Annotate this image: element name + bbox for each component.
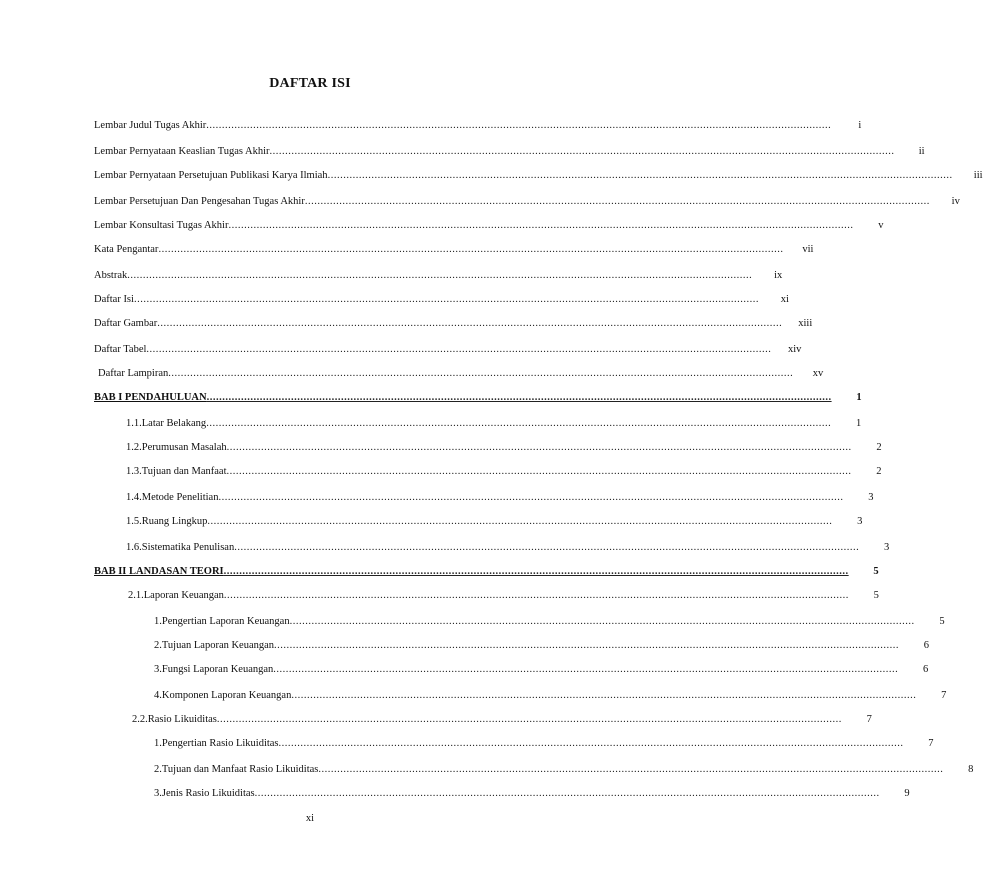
- toc-entry: [94, 168, 983, 184]
- toc-leader-dots: ........................................................................................................................................................................................................: [206, 418, 832, 429]
- toc-entry: [94, 242, 814, 258]
- toc-entry-label: Kata Pengantar: [94, 244, 159, 255]
- toc-entry-label: Lembar Pernyataan Persetujuan Publikasi Karya Ilmiah: [94, 170, 328, 181]
- toc-entry: [94, 268, 783, 284]
- toc-leader-dots: ........................................................................................................................................................................................................: [318, 764, 944, 775]
- toc-entry: [94, 342, 802, 358]
- toc-leader-dots: ........................................................................................................................................................................................................: [158, 244, 784, 255]
- toc-entry: [94, 144, 925, 160]
- toc-entry: [98, 366, 824, 382]
- toc-entry: [126, 416, 862, 432]
- toc-entry-label: 1.5.Ruang Lingkup: [126, 516, 208, 527]
- toc-entry: [126, 490, 874, 506]
- toc-entry-page: xi: [780, 294, 789, 305]
- page-title: DAFTAR ISI: [269, 76, 351, 91]
- toc-entry-page: iv: [951, 196, 960, 207]
- toc-leader-dots: ........................................................................................................................................................................................................: [269, 146, 895, 157]
- toc-entry-page: 5: [873, 566, 879, 577]
- toc-leader-dots: ........................................................................................................................................................................................................: [207, 516, 833, 527]
- toc-entry: [126, 514, 863, 530]
- toc-entry-page: 5: [873, 590, 879, 601]
- toc-entry-label: Daftar Gambar: [94, 318, 158, 329]
- toc-entry: [132, 712, 872, 728]
- toc-entry-label: 2.2.Rasio Likuiditas: [132, 714, 217, 725]
- toc-entry-page: 3: [883, 542, 890, 553]
- toc-leader-dots: ........................................................................................................................................................................................................: [254, 788, 880, 799]
- toc-entry-label: Lembar Persetujuan Dan Pengesahan Tugas Akhir: [94, 196, 305, 207]
- toc-entry-label: 1.6.Sistematika Penulisan: [126, 542, 235, 553]
- toc-leader-dots: ........................................................................................................................................................................................................: [206, 392, 832, 403]
- toc-entry-page: vii: [802, 244, 814, 255]
- toc-entry: [154, 762, 974, 778]
- toc-leader-dots: ........................................................................................................................................................................................................: [168, 368, 794, 379]
- toc-entry-label: 1.3.Tujuan dan Manfaat: [126, 466, 227, 477]
- toc-leader-dots: ........................................................................................................................................................................................................: [223, 566, 849, 577]
- toc-entry-label: Abstrak: [94, 270, 128, 281]
- toc-entry: [154, 662, 929, 678]
- toc-entry-page: 6: [923, 664, 929, 675]
- toc-entry-page: xiv: [788, 344, 802, 355]
- toc-chapter: [94, 564, 879, 580]
- toc-entry: [126, 540, 890, 556]
- toc-leader-dots: ........................................................................................................................................................................................................: [327, 170, 953, 181]
- toc-entry: [154, 786, 910, 802]
- toc-entry-label: Daftar Tabel: [94, 344, 147, 355]
- toc-entry-label: 1.Pengertian Rasio Likuiditas: [154, 738, 279, 749]
- toc-entry-label: Lembar Pernyataan Keaslian Tugas Akhir: [94, 146, 270, 157]
- toc-entry: [154, 638, 930, 654]
- toc-leader-dots: ........................................................................................................................................................................................................: [278, 738, 904, 749]
- toc-entry: [154, 736, 934, 752]
- toc-entry-page: xv: [812, 368, 824, 379]
- toc-entry-label: 3.Jenis Rasio Likuiditas: [154, 788, 255, 799]
- toc-entry: [94, 118, 862, 134]
- toc-leader-dots: ........................................................................................................................................................................................................: [228, 220, 854, 231]
- toc-entry-page: v: [878, 220, 884, 231]
- toc-entry: [94, 316, 813, 332]
- toc-leader-dots: ........................................................................................................................................................................................................: [218, 492, 844, 503]
- toc-entry-label: 1.4.Metode Penelitian: [126, 492, 219, 503]
- toc-entry-page: ii: [918, 146, 925, 157]
- toc-entry-label: Daftar Isi: [94, 294, 134, 305]
- toc-leader-dots: ........................................................................................................................................................................................................: [133, 294, 759, 305]
- toc-leader-dots: ........................................................................................................................................................................................................: [127, 270, 753, 281]
- toc-entry: [94, 218, 884, 234]
- toc-entry-page: 2: [876, 442, 882, 453]
- toc-leader-dots: ........................................................................................................................................................................................................: [206, 120, 832, 131]
- toc-entry-page: 8: [968, 764, 974, 775]
- toc-entry-page: 1: [855, 418, 862, 429]
- toc-entry-page: 3: [868, 492, 874, 503]
- toc-entry-label: 2.Tujuan dan Manfaat Rasio Likuiditas: [154, 764, 319, 775]
- toc-entry-page: 3: [857, 516, 863, 527]
- toc-entry-page: 7: [928, 738, 934, 749]
- toc-leader-dots: ........................................................................................................................................................................................................: [157, 318, 783, 329]
- toc-entry: [94, 292, 789, 308]
- toc-entry-label: 4.Komponen Laporan Keuangan: [154, 690, 292, 701]
- toc-entry-label: BAB II LANDASAN TEORI: [94, 566, 224, 577]
- toc-leader-dots: ........................................................................................................................................................................................................: [146, 344, 772, 355]
- toc-leader-dots: ........................................................................................................................................................................................................: [226, 442, 852, 453]
- toc-entry-label: 3.Fungsi Laporan Keuangan: [154, 664, 274, 675]
- toc-entry-label: 2.Tujuan Laporan Keuangan: [154, 640, 275, 651]
- toc-leader-dots: ........................................................................................................................................................................................................: [234, 542, 860, 553]
- toc-entry: [128, 588, 879, 604]
- toc-entry-page: 5: [939, 616, 945, 627]
- toc-leader-dots: ........................................................................................................................................................................................................: [226, 466, 852, 477]
- toc-entry-label: Lembar Konsultasi Tugas Akhir: [94, 220, 229, 231]
- toc-leader-dots: ........................................................................................................................................................................................................: [273, 664, 899, 675]
- toc-entry-label: 1.2.Perumusan Masalah: [126, 442, 227, 453]
- toc-entry-page: 7: [866, 714, 872, 725]
- toc-entry-page: xiii: [798, 318, 813, 329]
- toc-entry: [94, 194, 960, 210]
- toc-entry: [154, 688, 947, 704]
- toc-entry-page: 7: [941, 690, 947, 701]
- toc-entry-label: BAB I PENDAHULUAN: [94, 392, 207, 403]
- toc-entry-label: 2.1.Laporan Keuangan: [128, 590, 224, 601]
- toc-entry-page: 2: [876, 466, 882, 477]
- toc-leader-dots: ........................................................................................................................................................................................................: [291, 690, 917, 701]
- toc-entry: [126, 464, 882, 480]
- toc-entry-page: 1: [856, 392, 862, 403]
- toc-entry-page: ix: [774, 270, 783, 281]
- toc-entry-label: Daftar Lampiran: [98, 368, 169, 379]
- toc-entry-label: Lembar Judul Tugas Akhir: [94, 120, 207, 131]
- toc-leader-dots: ........................................................................................................................................................................................................: [223, 590, 849, 601]
- toc-leader-dots: ........................................................................................................................................................................................................: [274, 640, 900, 651]
- toc-leader-dots: ........................................................................................................................................................................................................: [289, 616, 915, 627]
- toc-entry: [126, 440, 882, 456]
- toc-entry-page: i: [858, 120, 862, 131]
- toc-entry-page: 6: [923, 640, 930, 651]
- toc-leader-dots: ........................................................................................................................................................................................................: [216, 714, 842, 725]
- toc-leader-dots: ........................................................................................................................................................................................................: [304, 196, 930, 207]
- toc-entry-page: 9: [904, 788, 910, 799]
- toc-chapter: [94, 390, 862, 406]
- toc-entry-label: 1.1.Latar Belakang: [126, 418, 207, 429]
- toc-entry-page: iii: [973, 170, 983, 181]
- page-number-footer: xi: [305, 813, 315, 824]
- toc-entry-label: 1.Pengertian Laporan Keuangan: [154, 616, 290, 627]
- toc-entry: [154, 614, 945, 630]
